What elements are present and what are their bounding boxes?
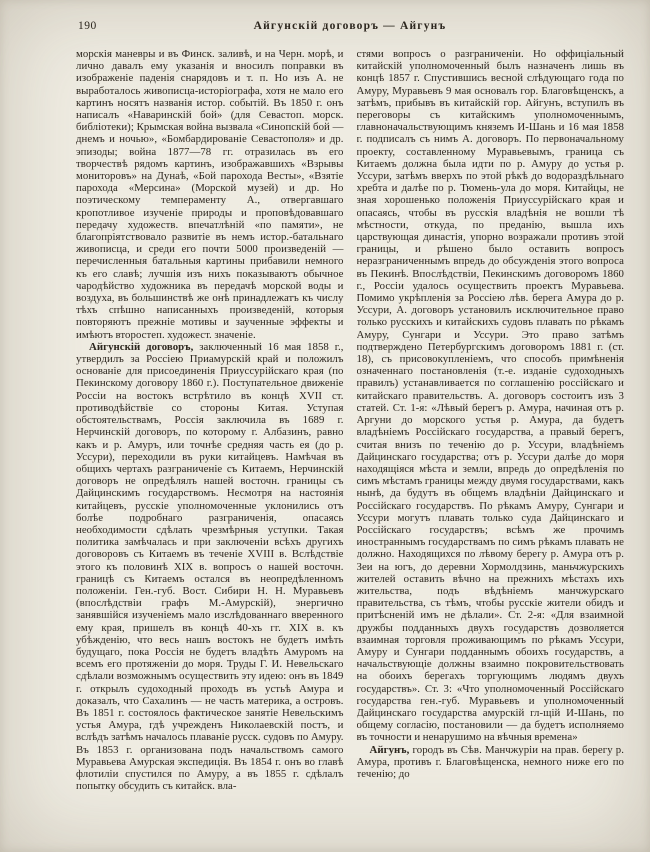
entry-term-aygun: Айгунъ,: [369, 743, 410, 756]
entry-body-aygun: городъ въ Сѣв. Манчжуріи на прав. берегу р. Амура, противъ г. Благовѣщенска, немного ниже его по теченію; до: [356, 743, 624, 780]
entry-aygunsky-dogovor: [76, 341, 344, 793]
right-column: [357, 48, 625, 824]
running-title: Айгунскій договоръ — Айгунъ: [253, 20, 447, 32]
entry-term-aygunsky-dogovor: Айгунскій договоръ,: [89, 340, 194, 353]
entry-body-aygunsky-dogovor: заключенный 16 мая 1858 г., утвердилъ за Россіею Приамурскій край и положилъ основаніе для присоединенія Приуссурійскаго края (по Пекинскому договору 1860 г.). Поступательное движеніе Россіи на востокъ встрѣтило въ концѣ XVII ст. противодѣйствіе со стороны Китая. Уступая обстоятельствамъ, Россія заключила въ 1689 г. Нерчинскій договоръ, по которому г. Албазинъ, равно какъ и р. Амуръ, или точнѣе средняя часть ея (до р. Уссури), переходили въ руки китайцевъ. Намѣчая въ общихъ чертахъ разграниченіе съ Китаемъ, Нерчинскій договоръ не опредѣлялъ нашей восточн. границы съ Дайцинскимъ государствомъ. Несмотря на настоянія китайцевъ, русскіе уполномоченные уклонились отъ болѣе подробнаго разграниченія, опасаясь необходимости сдѣлать чрезмѣрныя уступки. Такая политика замѣчалась и при заключеніи всѣхъ другихъ договоровъ съ Китаемъ въ теченіе XVIII в. Вслѣдствіе этого къ половинѣ XIX в. вопросъ о нашей восточн. границѣ съ Китаемъ остался въ неопредѣленномъ положеніи. Ген.-губ. Вост. Сибири Н. Н. Муравьевъ (впослѣдствіи графъ М.-Амурскій), энергично занявшійся изученіемъ мало изслѣдованнаго вверенного ему края, пришелъ въ концѣ 40-хъ гг. XIX в. къ убѣжденію, что весь нашъ востокъ не будетъ имѣть будущаго, пока Россія не будетъ владѣть Амуромъ на всемъ его протяженіи до моря. Труды Г. И. Невельскаго сдѣлали возможнымъ осуществить эту идею: онъ въ 1849 г. открылъ судоходный проходъ въ устьѣ Амура и доказалъ, что Сахалинъ — не часть материка, а островъ. Въ 1851 г. состоялось фактическое занятіе Невельскимъ устья Амура, гдѣ учрежденъ Николаевскій постъ, и вслѣдъ затѣмъ началось плаваніе русск. судовъ по Амуру. Въ 1853 г. организована подъ начальствомъ самого Муравьева Амурская экспедиція. Въ 1854 г. онъ во главѣ флотиліи спустился по Амуру, а въ 1855 г. сдѣлалъ попытку обсудить съ китайск. вла-: [76, 340, 344, 793]
left-column: [76, 48, 344, 824]
page-header: [76, 20, 624, 38]
page-content: [76, 20, 624, 824]
text-columns: [76, 48, 624, 824]
page-number: 190: [78, 20, 97, 32]
entry-aygun: [357, 744, 625, 781]
left-continuation-paragraph: морскія маневры и въ Финск. заливѣ, и на Черн. морѣ, и лично давалъ ему указанія и вносилъ поправки въ изображеніе паденія снарядовъ и т. п. Но изъ А. не выработалось живописца-исторіографа, хотя не мало его картинъ носятъ названія истор. событій. Въ 1850 г. онъ написалъ «Наваринскій бой» (для Севастоп. морск. библіотеки); Крымская война вызвала «Синопскій бой — днемъ и ночью», «Бомбардированіе Севастополя» и др. эпизоды; война 1877—78 гг. отразилась въ его творчествѣ рядомъ картинъ, изображавшихъ «Взрывы мониторовъ» на Дунаѣ, «Бой парохода Весты», «Взятіе парохода «Мерсина» (Морской музей) и др. Но поэтическому темпераменту А., отвергавшаго кропотливое изученіе природы и проповѣдовавшаго передачу художеств. впечатлѣній «по памяти», не благопріятствовало развитіе въ немъ истор.-батальнаго живописца, и среди его почти 5000 произведеній — перечисленныя батальныя картины прибавили немного къ его славѣ; лучшія изъ нихъ показываютъ обычное чародѣйство художника въ передачѣ морской воды и воздуха, въ большинствѣ же онѣ принадлежатъ къ числу тѣхъ спѣшно написанныхъ произведеній, которыя повторяютъ прежніе мотивы и заученные эффекты и имѣютъ второстеп. художест. значеніе.: [76, 48, 344, 341]
right-continuation-paragraph: стями вопросъ о разграниченіи. Но оффиціальный китайскій уполномоченный былъ назначенъ лишь въ концѣ 1857 г. Спустившись весной слѣдующаго года по Амуру, Муравьевъ 9 мая основалъ гор. Благовѣщенскъ, а затѣмъ, прибывъ въ китайскій гор. Айгунъ, вступилъ въ переговоры съ китайскимъ уполномоченнымъ, главноначальствующимъ княземъ И-Шань и 16 мая 1858 г. подписалъ съ нимъ А. договоръ. По первоначальному проекту, составленному Муравьевымъ, граница съ Китаемъ должна была идти по р. Амуру до устья р. Уссури, затѣмъ вверхъ по этой рѣкѣ до водораздѣльнаго хребта и далѣе по р. Тюмень-ула до моря. Китайцы, не зная хорошенько положенія Приуссурійскаго края и опасаясь, чтобы въ русскія владѣнія не вошли тѣ мѣстности, откуда, по преданію, вышла ихъ царствующая династія, упорно возражали противъ этой границы, и рѣшено было оставить вопросъ неразграниченнымъ впредь до обсужденія этого вопроса въ Пекинѣ. Впослѣдствіи, Пекинскимъ договоромъ 1860 г., Россіи удалось осуществить проектъ Муравьева. Помимо укрѣпленія за Россіею лѣв. берега Амура до р. Уссури, А. договоръ установилъ исключительное право только русскихъ и китайскихъ судовъ плавать по рѣкамъ Амуру, Сунгари и Уссури. Это право затѣмъ подтверждено Петербургскимъ договоромъ 1881 г. (ст. 18), съ присовокупленіемъ, что способъ примѣненія означеннаго постановленія (т.-е. изданіе судоходныхъ правилъ) устанавливается по соглашенію россійскаго и китайскаго правительствъ. А. договоръ состоитъ изъ 3 статей. Ст. 1-я: «Лѣвый берегъ р. Амура, начиная отъ р. Аргуни до морского устья р. Амура, да будетъ владѣніемъ Россійскаго государства, а правый берегъ, считая внизъ по теченію до р. Уссури, владѣніемъ Дайцинскаго государства; отъ р. Уссури далѣе до моря находящіяся мѣста и земли, впредь до опредѣленія по симъ мѣстамъ границы между двумя государствами, какъ нынѣ, да будутъ въ общемъ владѣніи Дайцинскаго и Россійскаго государствъ. По рѣкамъ Амуру, Сунгари и Уссури могутъ плавать только суда Дайцинскаго и Россійскаго государствъ; всѣмъ же прочимъ иностраннымъ государствамъ по симъ рѣкамъ плавать не должно. Находящихся по лѣвому берегу р. Амура отъ р. Зеи на югъ, до деревни Хормолдзинь, маньчжурскихъ жителей оставить вѣчно на прежнихъ мѣстахъ ихъ жительства, подъ вѣдѣніемъ манчжурскаго правительства, съ тѣмъ, чтобы русскіе жители обидъ и притѣсненій имъ не дѣлали». Ст. 2-я: «Для взаимной дружбы подданныхъ двухъ государствъ дозволяется взаимная торговля проживающимъ по рѣкамъ Уссури, Амуру и Сунгари подданнымъ обоихъ государствъ, а начальствующіе должны взаимно покровительствовать на обоихъ берегахъ торгующимъ людямъ двухъ государствъ». Ст. 3: «Что уполномоченный Россійскаго государства ген.-губ. Муравьевъ и уполномоченный Дайцинскаго государства амурскій гл-щій И-Шань, по общему согласію, постановили — да будетъ исполняемо въ точности и ненарушимо на вѣчныя времена»: [356, 48, 624, 744]
